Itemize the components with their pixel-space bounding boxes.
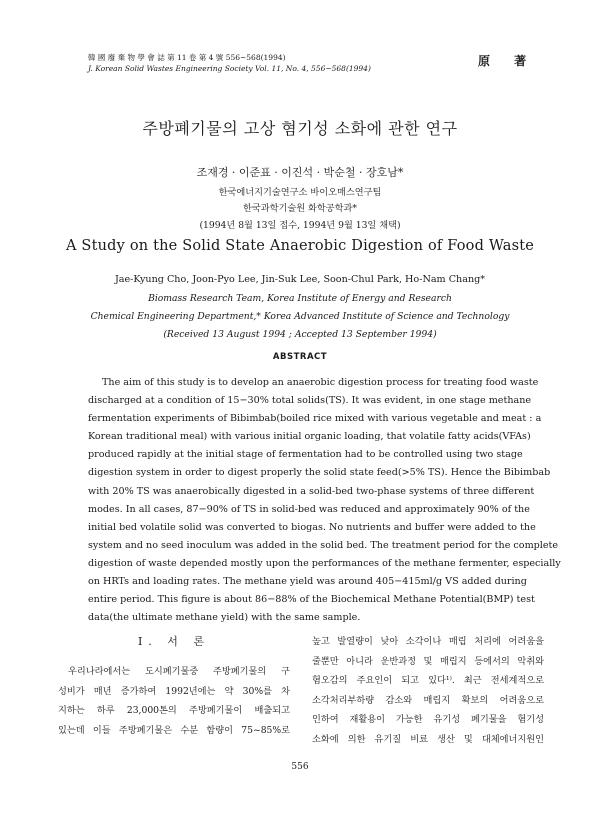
title-korean: 주방폐기물의 고상 혐기성 소화에 관한 연구 (142, 119, 458, 138)
abstract-line: with 20% TS was anaerobically digested in a solid-bed two-phase systems of three different (88, 485, 535, 497)
abstract-line: modes. In all cases, 87−90% of TS in solid-bed was reduced and approximately 90% of the (88, 503, 530, 515)
abstract-line: initial bed volatile solid was converted to biogas. No nutrients and buffer were added to the (88, 521, 536, 533)
abstract-line: produced rapidly at the initial stage of fermentation had to be controlled using two stage (88, 449, 523, 461)
abstract-line: entire period. This figure is about 86−88% of the Biochemical Methane Potential(BMP) test (88, 594, 535, 606)
abstract-heading: ABSTRACT (272, 352, 328, 362)
body-line: 높고 발열량이 낮아 소각이나 매립 처리에 어려움을 (312, 636, 544, 647)
right-column-text (312, 632, 544, 750)
body-line: 줄뿐만 아니라 운반과정 및 매립지 등에서의 악취와 (312, 655, 544, 667)
abstract-line: on HRTs and loading rates. The methane yield was around 405−415ml/g VS added during (88, 576, 527, 588)
body-line: 지하는 하루 23,000톤의 주방폐기물이 배출되고 (58, 705, 290, 717)
journal-header (88, 52, 371, 74)
section-heading-introduction: I. 서 론 (137, 635, 211, 648)
authors-english: Jae-Kyung Cho, Joon-Pyo Lee, Jin-Suk Lee, Soon-Chul Park, Ho-Nam Chang* (114, 274, 486, 285)
abstract-body (88, 374, 561, 627)
body-line: 우리나라에서는 도시폐기물중 주방폐기물의 구 (68, 666, 290, 677)
page-number: 556 (291, 762, 309, 772)
abstract-line: digestion system in order to digest properly the solid state feed(>5% TS). Hence the Bibimbab (88, 467, 551, 479)
right-column (312, 632, 544, 750)
title-english: A Study on the Solid State Anaerobic Digestion of Food Waste (65, 238, 535, 254)
body-line: 성비가 매년 증가하여 1992년에는 약 30%를 차 (58, 685, 290, 697)
abstract-line: system and no seed inoculum was added in the solid bed. The treatment period for the complete (88, 539, 559, 551)
body-line: 있는데 이들 주방폐기물은 수분 함량이 75~85%로 (58, 724, 290, 736)
abstract-line: digestion of waste depended mostly upon the performances of the methane fermenter, especially (88, 557, 561, 569)
abstract-line: discharged at a condition of 15−30% total solids(TS). It was evident, in one stage methane (88, 395, 532, 407)
received-dates-korean: (1994년 8월 13일 접수, 1994년 9월 13일 채택) (199, 220, 401, 231)
article-type-badge: 原 著 (478, 54, 537, 68)
affiliation-english-2: Chemical Engineering Department,* Korea Advanced Institute of Science and Technology (90, 311, 510, 322)
body-line: 혐오감의 주요인이 되고 있다¹⁾. 최근 전세계적으로 (312, 675, 544, 687)
affiliation-english-1: Biomass Research Team, Korea Institute of Energy and Research (148, 293, 452, 304)
authors-korean: 조재경 · 이준표 · 이진석 · 박순철 · 장호남* (196, 166, 404, 179)
journal-citation-english: J. Korean Solid Wastes Engineering Society Vol. 11, No. 4, 556~568(1994) (88, 64, 371, 73)
left-column (58, 632, 290, 740)
affiliation-korean-2: 한국과학기술원 화학공학과* (242, 203, 357, 214)
abstract-line: fermentation experiments of Bibimbab(boiled rice mixed with various vegetable and meat : a (88, 413, 542, 425)
affiliation-korean-1: 한국에너지기술연구소 바이오매스연구팀 (218, 187, 382, 198)
journal-citation-korean: 韓 國 廢 棄 物 學 會 誌 第 11 卷 第 4 號 556~568(1994) (88, 53, 286, 62)
received-dates-english: (Received 13 August 1994 ; Accepted 13 September 1994) (163, 329, 437, 340)
abstract-line: data(the ultimate methane yield) with the same sample. (88, 612, 361, 624)
body-line: 소화에 의한 유기질 비료 생산 및 대체에너지원인 (312, 733, 544, 745)
body-line: 인하여 재활용이 가능한 유기성 폐기물을 혐기성 (312, 714, 544, 726)
introduction-text (58, 662, 290, 740)
abstract-line: The aim of this study is to develop an anaerobic digestion process for treating food waste (102, 377, 539, 388)
body-line: 소각처리부하량 감소와 매립지 확보의 어려움으로 (312, 694, 544, 706)
abstract-line: Korean traditional meal) with various initial organic loading, that volatile fatty acids(VFAs) (88, 431, 531, 443)
